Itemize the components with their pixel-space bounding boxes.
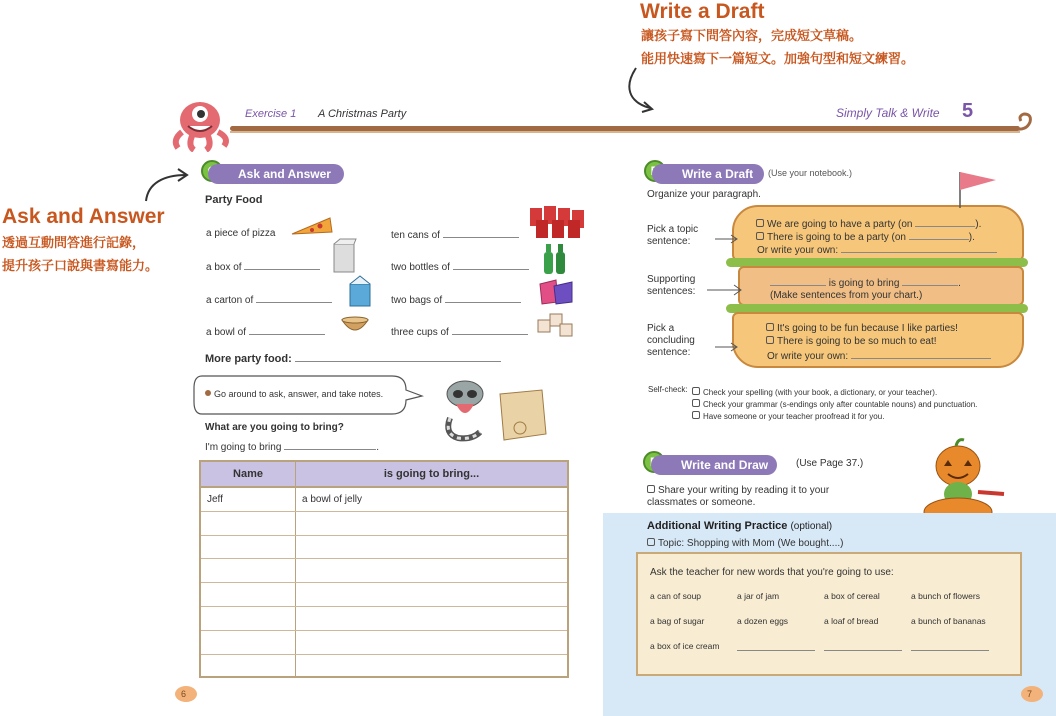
checkbox-icon bbox=[756, 232, 764, 240]
party-food-subtitle: Party Food bbox=[205, 194, 263, 206]
topic-option[interactable]: We are going to have a party (on ). bbox=[756, 217, 981, 230]
table-row bbox=[201, 512, 567, 536]
table-header-name: Name bbox=[201, 462, 296, 486]
topic-own[interactable]: Or write your own: bbox=[757, 243, 997, 256]
bottles-icon bbox=[540, 242, 570, 276]
swirl-icon bbox=[1008, 108, 1038, 134]
topic-label: Pick a topic sentence: bbox=[647, 224, 699, 247]
selfcheck-item[interactable]: Have someone or your teacher proofread it for you. bbox=[692, 411, 884, 421]
scroll-map-icon bbox=[492, 388, 552, 444]
word-item: a loaf of bread bbox=[824, 616, 879, 626]
series-title: Simply Talk & Write bbox=[836, 106, 940, 120]
page-number-left: 6 bbox=[181, 689, 187, 699]
arrow-right-icon bbox=[714, 234, 740, 244]
draw-item[interactable]: Share your writing by reading it to your classmates or someone. bbox=[647, 485, 830, 508]
answer-start: I'm going to bring . bbox=[205, 442, 379, 453]
word-item: a bunch of bananas bbox=[911, 616, 986, 626]
table-row bbox=[201, 607, 567, 631]
arrow-right-icon bbox=[706, 284, 746, 296]
bowl-icon bbox=[340, 314, 370, 336]
food-item: ten cans of bbox=[391, 228, 519, 241]
conclude-option[interactable]: It's going to be fun because I like parties! bbox=[766, 323, 958, 334]
table-header-bring: is going to bring... bbox=[383, 468, 480, 480]
support-line2: (Make sentences from your chart.) bbox=[770, 290, 923, 301]
exercise-title: A Christmas Party bbox=[318, 108, 407, 120]
octopus-mascot-icon bbox=[168, 96, 234, 152]
selfcheck-label: Self-check: bbox=[648, 385, 688, 394]
arrow-right-icon bbox=[714, 342, 740, 352]
chip-bags-icon bbox=[538, 278, 574, 306]
food-item: two bags of bbox=[391, 293, 521, 306]
exercise-label: Exercise 1 bbox=[245, 108, 297, 120]
selfcheck-item[interactable]: Check your spelling (with your book, a dictionary, or your teacher). bbox=[692, 387, 937, 397]
ask-answer-header: Ask and Answer bbox=[208, 164, 344, 184]
bullet-icon bbox=[205, 390, 211, 396]
checkbox-icon bbox=[647, 485, 655, 493]
question-text: What are you going to bring? bbox=[205, 422, 344, 433]
word-blank[interactable] bbox=[911, 650, 989, 651]
word-blank[interactable] bbox=[737, 650, 815, 651]
selfcheck-item[interactable]: Check your grammar (s-endings only after countable nouns) and punctuation. bbox=[692, 399, 977, 409]
support-label: Supporting sentences: bbox=[647, 274, 696, 297]
ask-answer-callout-line1: 透過互動問答進行記錄， bbox=[2, 236, 146, 251]
word-item: a box of cereal bbox=[824, 591, 880, 601]
page-number-right: 7 bbox=[1027, 689, 1033, 699]
table-row bbox=[201, 631, 567, 655]
food-item: a box of bbox=[206, 260, 320, 273]
table-row bbox=[201, 536, 567, 560]
word-item: a jar of jam bbox=[737, 591, 780, 601]
food-item: a piece of pizza bbox=[206, 228, 276, 239]
food-item: a carton of bbox=[206, 293, 332, 306]
checkbox-icon bbox=[766, 336, 774, 344]
conclude-option[interactable]: There is going to be so much to eat! bbox=[766, 336, 937, 347]
pizza-slice-icon bbox=[290, 214, 334, 238]
food-item: a bowl of bbox=[206, 325, 325, 338]
word-item: a dozen eggs bbox=[737, 616, 789, 626]
table-header-row bbox=[201, 462, 567, 488]
topic-option[interactable]: There is going to be a party (on ). bbox=[756, 230, 975, 243]
series-level: 5 bbox=[962, 100, 974, 122]
flag-icon bbox=[952, 168, 998, 208]
callout-arrow-icon bbox=[140, 165, 190, 205]
draw-note: (Use Page 37.) bbox=[796, 458, 864, 469]
word-item: a bunch of flowers bbox=[911, 591, 980, 601]
bring-table bbox=[199, 460, 569, 678]
box-icon bbox=[332, 238, 358, 274]
draft-intro: Organize your paragraph. bbox=[647, 189, 761, 200]
checkbox-icon bbox=[692, 399, 700, 407]
word-blank[interactable] bbox=[824, 650, 902, 651]
write-draft-callout-line2: 能用快速寫下一篇短文。加強句型和短文練習。 bbox=[641, 52, 915, 67]
cups-icon bbox=[536, 312, 576, 340]
checkbox-icon bbox=[756, 219, 764, 227]
word-item: a can of soup bbox=[650, 591, 702, 601]
write-draft-callout-line1: 讓孩子寫下問答內容，完成短文草稿。 bbox=[641, 29, 863, 44]
checkbox-icon bbox=[647, 538, 655, 546]
word-item: a bag of sugar bbox=[650, 616, 705, 626]
draft-note: (Use your notebook.) bbox=[768, 168, 853, 178]
bubble-text: Go around to ask, answer, and take notes. bbox=[205, 389, 383, 399]
additional-title: Additional Writing Practice (optional) bbox=[647, 520, 833, 532]
word-item: a box of ice cream bbox=[650, 641, 720, 651]
raccoon-mascot-icon bbox=[440, 378, 490, 444]
table-row bbox=[201, 559, 567, 583]
checkbox-icon bbox=[692, 411, 700, 419]
table-row bbox=[201, 655, 567, 679]
support-line1: is going to bring . bbox=[770, 276, 961, 289]
additional-topic[interactable]: Topic: Shopping with Mom (We bought....) bbox=[647, 538, 843, 549]
checkbox-icon bbox=[692, 387, 700, 395]
milk-carton-icon bbox=[346, 274, 374, 308]
checkbox-icon bbox=[766, 323, 774, 331]
write-draft-callout-title: Write a Draft bbox=[640, 0, 765, 23]
header-rope-shadow bbox=[230, 131, 1020, 133]
ask-answer-callout-title: Ask and Answer bbox=[2, 205, 165, 228]
ask-teacher-text: Ask the teacher for new words that you're going to use: bbox=[650, 567, 894, 578]
write-draft-header: Write a Draft bbox=[652, 164, 764, 184]
food-item: two bottles of bbox=[391, 260, 529, 273]
table-row bbox=[201, 583, 567, 607]
conclude-own[interactable]: Or write your own: bbox=[767, 349, 991, 362]
more-party-food: More party food: bbox=[205, 352, 501, 365]
conclude-label: Pick a concluding sentence: bbox=[647, 323, 695, 358]
callout-arrow-icon bbox=[622, 64, 662, 114]
table-row: Jeff a bowl of jelly bbox=[201, 488, 567, 512]
food-item: three cups of bbox=[391, 325, 528, 338]
write-draw-header: Write and Draw bbox=[651, 455, 777, 475]
ask-answer-callout-line2: 提升孩子口說與書寫能力。 bbox=[2, 259, 159, 274]
soda-cans-icon bbox=[528, 202, 588, 240]
